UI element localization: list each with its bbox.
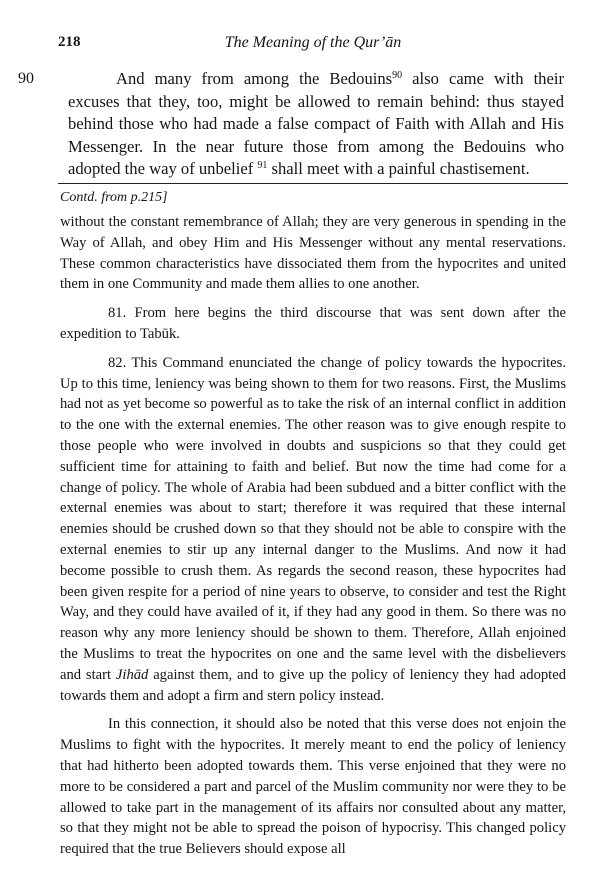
verse-text	[68, 68, 564, 181]
commentary-section	[60, 212, 566, 860]
note-82-continuation: In this connection, it should also be noted that this verse does not enjoin the Muslims to fight with the hypocrites. It merely meant to end the policy of leniency that had hitherto been adopted towards them. This verse enjoined that they were no more to be considered a part and parcel of the Muslim community nor were they to be allowed to take part in the management of its affairs nor consulted about any matter, so that they might not be able to spread the poison of hypocrisy. This changed policy required that the true Believers should expose all	[60, 716, 566, 858]
jihad-term: Jihād	[115, 666, 149, 683]
note-81: 81. From here begins the third discourse that was sent down after the expedition to Tabūk.	[60, 305, 566, 342]
running-title: The Meaning of the Qur’ān	[224, 34, 402, 51]
footnote-marker: 90	[392, 70, 403, 81]
verse-text-part: also came with their excuses that they, too, might be allowed to remain behind: thus stayed behind those who had made a false compact of Faith with Allah and His Messenger. In the near future those from among the Bedouins who adopted the way of unbelief	[68, 69, 564, 178]
note-82	[60, 353, 566, 707]
page-number: 218	[58, 34, 81, 50]
verse-number: 90	[18, 70, 34, 87]
commentary-paragraph: without the constant remembrance of Allah; they are very generous in spending in the Way of Allah, and obey Him and His Messenger without any mental reservations. These common characteristics have dissociated them from the hypocrites and united them in one Community and made them allies to one another.	[60, 214, 566, 293]
divider-rule	[58, 183, 568, 184]
note-82-text: against them, and to give up the policy of leniency they had adopted towards them and adopt a firm and stern policy instead.	[60, 666, 566, 704]
note-82-text: 82. This Command enunciated the change of policy towards the hypocrites. Up to this time, leniency was being shown to them for two reasons. First, the Muslims had not as yet become so powerful as to take the risk of an internal conflict in addition to the one with the external enemies. The other reason was to give enough respite to those people who were involved in doubts and suspicions so that they could get sufficient time for attaining to faith and belief. But now the time had come for a change of policy. The whole of Arabia had been subdued and a bitter conflict with the external enemies was about to start; therefore it was required that these internal enemies should be crushed down so that they should not be able to conspire with the external enemies to stir up any internal danger to the Muslims. And now it had become possible to crush them. As regards the second reason, these hypocrites had been given respite for a period of nine years to observe, to consider and test the Right Way, and they could have availed of it, if they had any good in them. So there was no reason why any more leniency should be shown to them. Therefore, Allah enjoined the Muslims to treat the hypocrites on one and the same level with the disbelievers and start	[60, 354, 566, 683]
page-header	[58, 34, 568, 54]
continued-label: Contd. from p.215]	[60, 190, 168, 205]
verse-text-part: shall meet with a painful chastisement.	[267, 159, 530, 178]
footnote-marker: 91	[257, 160, 268, 171]
verse-text-part: And many from among the Bedouins	[116, 69, 393, 88]
